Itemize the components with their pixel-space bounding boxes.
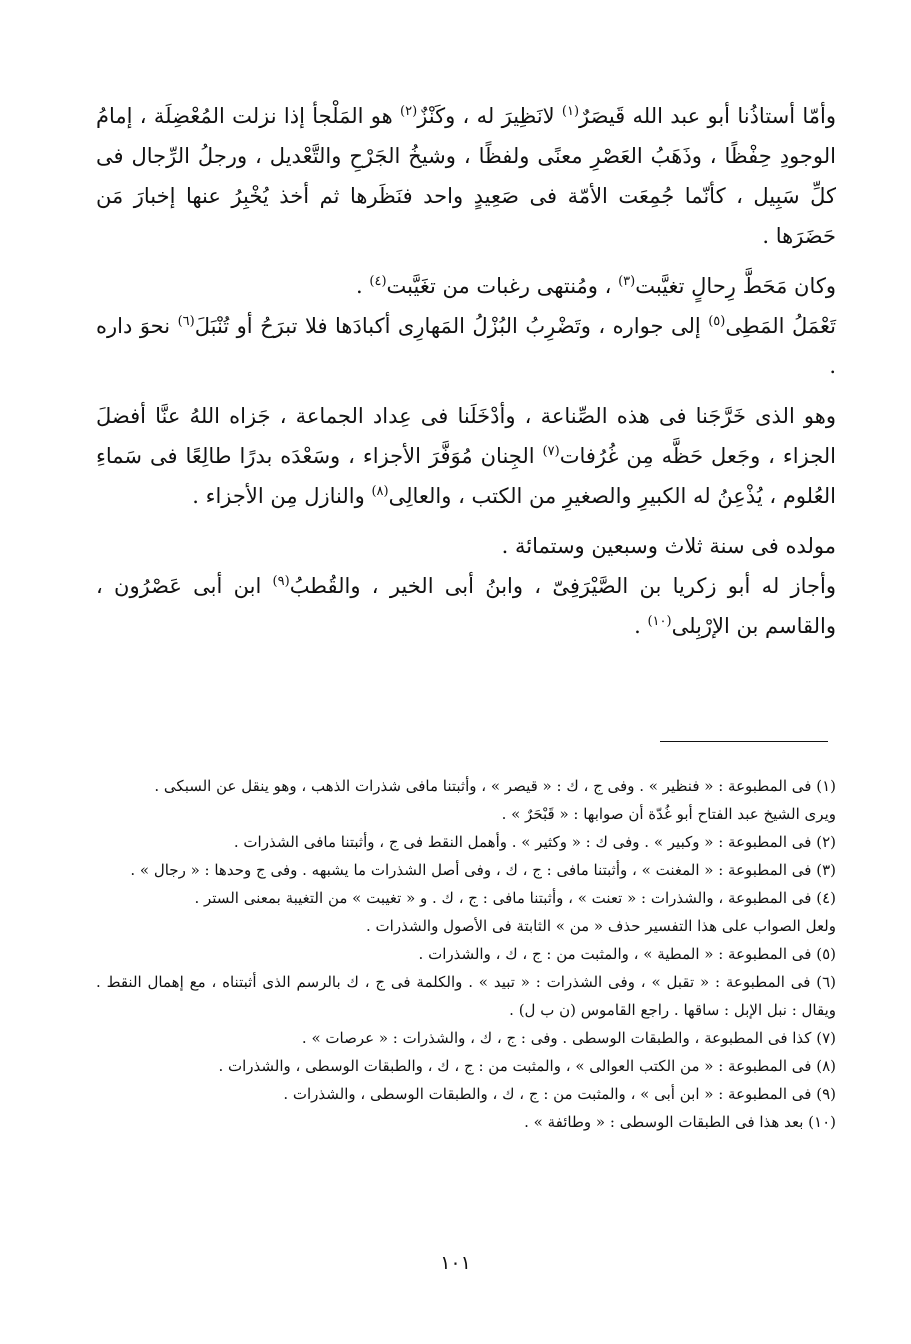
paragraph-6-text-b: ابن أبى عَصْرُون ، والقاسم بن الإرْبِلى — [96, 574, 836, 638]
paragraph-3-text-a: تَعْمَلُ المَطِى — [725, 314, 836, 338]
footnote-10: (١٠) بعد هذا فى الطبقات الوسطى : « وطائفة » . — [524, 1113, 836, 1131]
paragraph-3-text-b: إلى جواره ، وتَضْرِبُ البُزْلُ المَهارِى أكبادَها فلا تبرَحُ أو تُنْبَلَ — [194, 314, 709, 338]
footnote-8: (٨) فى المطبوعة : « من الكتب العوالى » ، والمثبت من : ج ، ك ، والطبقات الوسطى ، والشذرات . — [218, 1057, 836, 1075]
footnote-3: (٣) فى المطبوعة : « المغنت » ، وأثبتنا مافى : ج ، ك ، وفى أصل الشذرات ما يشبهه . وفى ج وحدها : « رجال » . — [130, 861, 836, 879]
paragraph-4-text-c: والنازل مِن الأجزاء . — [192, 484, 372, 508]
footnote-ref-4[interactable]: (٤) — [369, 274, 387, 289]
footnote-ref-3[interactable]: (٣) — [618, 274, 636, 289]
paragraph-3-text-c: نحوَ داره . — [96, 314, 836, 378]
footnote-ref-10[interactable]: (١٠) — [647, 614, 672, 629]
footnote-1: (١) فى المطبوعة : « فنظير » . وفى ج ، ك : « قيصر » ، وأثبتنا مافى شذرات الذهب ، وهو ينقل عن السبكى . — [154, 777, 836, 795]
footnote-5: (٥) فى المطبوعة : « المطية » ، والمثبت من : ج ، ك ، والشذرات . — [418, 945, 836, 963]
footnote-2: (٢) فى المطبوعة : « وكبير » . وفى ك : « وكثير » . وأهمل النقط فى ج ، وأثبتنا مافى الشذرات . — [233, 833, 836, 851]
footnotes — [96, 772, 836, 1136]
footnote-9: (٩) فى المطبوعة : « ابن أبى » ، والمثبت من : ج ، ك ، والطبقات الوسطى ، والشذرات . — [283, 1085, 836, 1103]
paragraph-6-text-a: وأجاز له أبو زكريا بن الصَّيْرَفِىّ ، وابنُ أبى الخير ، والقُطبُ — [289, 574, 837, 598]
paragraph-6-text-c: . — [634, 614, 648, 638]
paragraph-1 — [96, 96, 836, 256]
main-text — [96, 96, 836, 646]
paragraph-6 — [96, 566, 836, 646]
paragraph-1-text-c: هو المَلْجأ إذا نزلت المُعْضِلَة ، إمامُ الوجودِ حِفْظًا ، وذَهَبُ العَصْرِ معنًى ولفظًا ، وشيخُ الجَرْحِ والتَّعْديل ، ورجلُ الرِّجال فى كلِّ سَبِيل ، كأنّما جُمِعَت الأمّة فى صَعِيدٍ واحد فنَظَرها ثم أخذ يُخْبِرُ عنها إخبارَ مَن حَضَرَها . — [96, 104, 836, 248]
footnote-ref-9[interactable]: (٩) — [272, 574, 290, 589]
footnote-ref-8[interactable]: (٨) — [371, 484, 389, 499]
page-number: ١٠١ — [440, 1252, 471, 1274]
paragraph-2 — [96, 266, 836, 306]
footnote-4: (٤) فى المطبوعة ، والشذرات : « تعنت » ، وأثبتنا مافى : ج ، ك . و « تغيبت » من التغيبة بمعنى الستر . — [194, 889, 836, 907]
footnote-1-continued: ويرى الشيخ عبد الفتاح أبو غُدّة أن صوابها : « قَبْحَرٌ » . — [501, 805, 836, 823]
paragraph-5: مولده فى سنة ثلاث وسبعين وستمائة . — [501, 534, 836, 558]
footnote-ref-1[interactable]: (١) — [561, 104, 580, 119]
paragraph-3 — [96, 306, 836, 386]
paragraph-1-text-a: وأمّا أستاذُنا أبو عبد الله قَيصَرٌ — [579, 104, 837, 128]
footnote-4-continued: ولعل الصواب على هذا التفسير حذف « من » الثابتة فى الأصول والشذرات . — [366, 917, 836, 935]
footnote-ref-2[interactable]: (٢) — [400, 104, 418, 119]
paragraph-2-text-b: ، ومُنتهى رغبات من تغَيَّبت — [386, 274, 619, 298]
footnote-ref-5[interactable]: (٥) — [708, 314, 726, 329]
paragraph-1-text-b: لانَظِيرَ له ، وكَنْزٌ — [417, 104, 562, 128]
paragraph-4 — [96, 396, 836, 516]
paragraph-2-text-c: . — [356, 274, 370, 298]
paragraph-2-text-a: وكان مَحَطَّ رِحالٍ تغيَّبت — [635, 274, 836, 298]
footnote-6: (٦) فى المطبوعة : « تقبل » ، وفى الشذرات : « تبيد » . والكلمة فى ج ، ك بالرسم الذى أثبتناه ، مع إهمال النقط . ويقال : نبل الإبل : ساقها . راجع القاموس (ن ب ل) . — [96, 973, 836, 1019]
footnote-separator — [660, 741, 828, 742]
paragraph-4-text-b: الجِنان مُوَفَّرَ الأجزاء ، وسَعْدَه بدرًا طالِعًا فى سَماءِ العُلوم ، يُذْعِنُ له الكبيرِ والصغيرِ من الكتب ، والعالِى — [96, 444, 836, 508]
paragraph-4-text-a: وهو الذى خَرَّجَنا فى هذه الصِّناعة ، وأدْخَلَنا فى عِداد الجماعة ، جَزاه اللهُ عنَّا أفضلَ الجزاء ، وجَعل حَظَّه مِن غُرُفات — [96, 404, 836, 468]
footnote-7: (٧) كذا فى المطبوعة ، والطبقات الوسطى . وفى : ج ، ك ، والشذرات : « عرصات » . — [301, 1029, 836, 1047]
footnote-ref-7[interactable]: (٧) — [542, 444, 560, 459]
footnote-ref-6[interactable]: (٦) — [177, 314, 195, 329]
